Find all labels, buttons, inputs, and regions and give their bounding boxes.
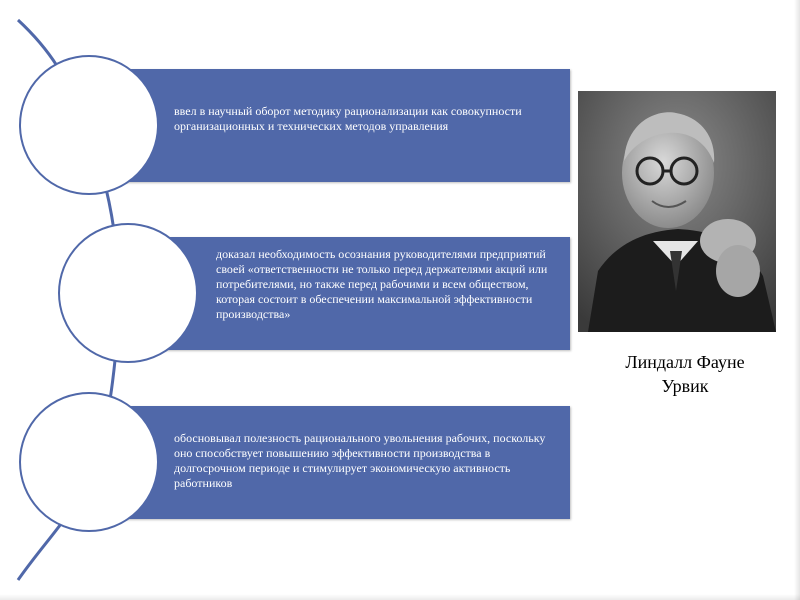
caption-line-1: Линдалл Фауне	[625, 352, 745, 372]
person-caption	[585, 350, 785, 398]
item-circle-2	[58, 223, 198, 363]
item-text-3: обосновывал полезность рационального увольнения рабочих, поскольку оно способствует повышению эффективности производства в долгосрочном периоде и стимулирует экономическую активность работников	[174, 431, 546, 490]
item-circle-1	[19, 55, 159, 195]
item-text-1: ввел в научный оборот методику рационализации как совокупности организационных и технических методов управления	[174, 104, 522, 133]
caption-line-2: Урвик	[661, 376, 709, 396]
portrait-icon	[578, 91, 776, 332]
portrait-photo	[578, 91, 776, 332]
slide-shadow-bottom	[0, 594, 800, 600]
slide-shadow-right	[794, 0, 800, 600]
item-box-2	[136, 237, 570, 350]
item-text-2: доказал необходимость осознания руководителями предприятий своей «ответственности не только перед держателями акций или потребителями, но также перед рабочими и всем обществом, которая состоит в обеспечении максимальной эффективности производства»	[216, 247, 548, 321]
item-circle-3	[19, 392, 159, 532]
